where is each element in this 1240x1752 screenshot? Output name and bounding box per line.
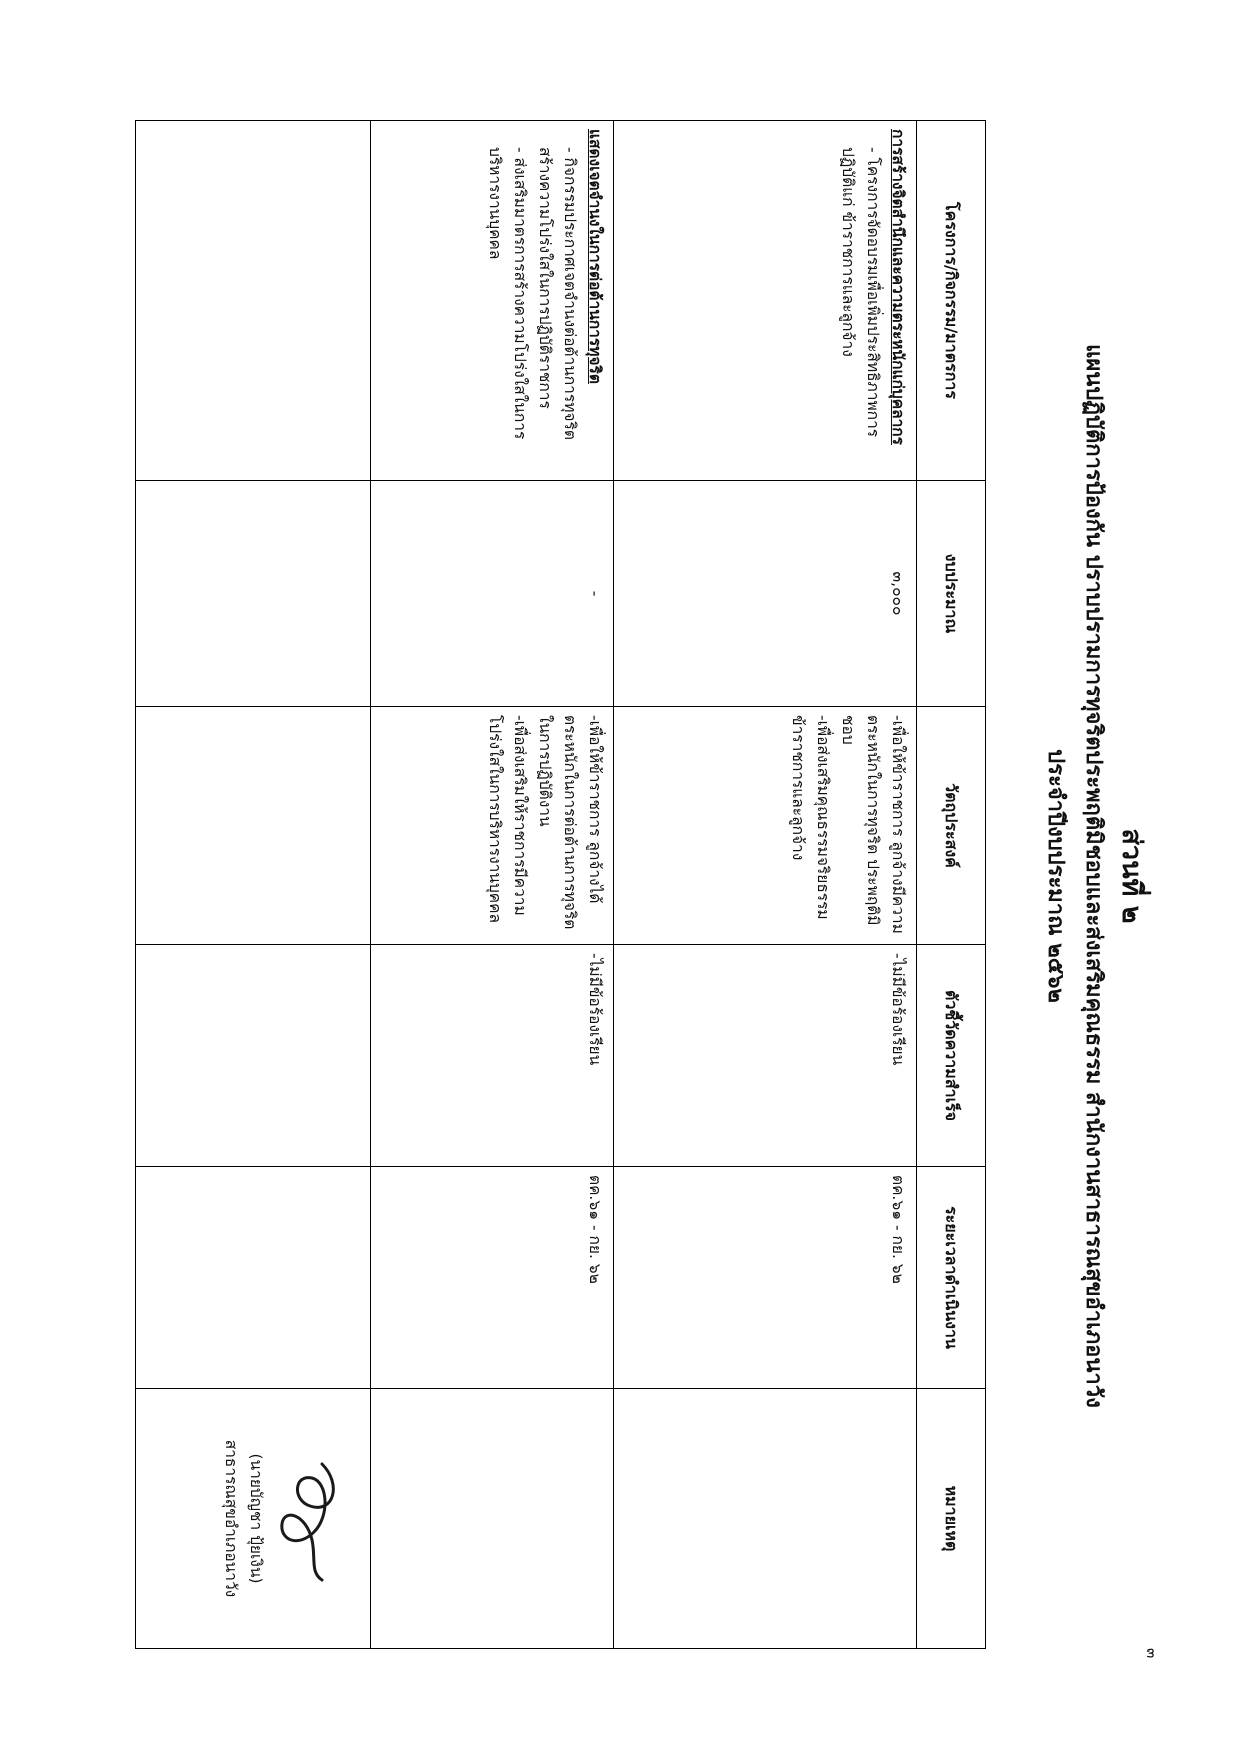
page-number: ๓: [1143, 1648, 1161, 1659]
indicator-cell: [136, 945, 371, 1167]
period-cell: ตค.๖๑ - กย. ๖๒: [614, 1167, 917, 1389]
note-cell: [614, 1389, 917, 1649]
indicator-cell: -ไม่มีข้อร้องเรียน: [371, 945, 614, 1167]
header-budget: งบประมาณ: [917, 481, 986, 707]
table-row: [614, 121, 917, 1649]
header-project: โครงการ/กิจกรรม/มาตรการ: [917, 121, 986, 481]
objective-item: -เพื่อให้ข้าราชการ ลูกจ้างมีความตระหนักในการทุจริต ประพฤติมิชอบ: [838, 715, 907, 934]
objective-cell: [371, 707, 614, 945]
note-cell: [136, 1389, 371, 1649]
signature-scribble: [272, 1444, 352, 1594]
budget-cell: -: [371, 481, 614, 707]
objective-item: -เพื่อให้ข้าราชการ ลูกจ้างได้ตระหนักในการต่อต้านการทุจริตในการปฏิบัติงาน: [535, 715, 604, 930]
action-plan-table: [135, 120, 986, 1649]
table-header-row: [917, 121, 986, 1649]
objective-cell: [614, 707, 917, 945]
project-cell: [371, 121, 614, 481]
project-title: การสร้างจิตสำนึกและความตระหนักแก่บุคลากร: [889, 129, 907, 445]
indicator-cell: -ไม่มีข้อร้องเรียน: [614, 945, 917, 1167]
fiscal-year: ประจำปีงบประมาณ ๒๕๖๒: [1043, 749, 1068, 1003]
project-title: แสดงเจตจำนงในการต่อต้านการทุจริต: [586, 129, 604, 384]
objective-item: -เพื่อส่งเสริมคุณธรรมจริยธรรมข้าราชการและลูกจ้าง: [788, 715, 832, 920]
header-indicator: ตัวชี้วัดความสำเร็จ: [917, 945, 986, 1167]
project-cell: [136, 121, 371, 481]
signer-position: สาธารณสุขอำเภอนาวัง: [221, 1439, 240, 1598]
budget-cell: ๓,๐๐๐: [614, 481, 917, 707]
project-item: - ส่งเสริมมาตรการสร้างความโปร่งใสในการบริหารงานบุคคล: [485, 147, 529, 440]
budget-cell: [136, 481, 371, 707]
project-item: - กิจกรรมประกาศเจตจำนงต่อต้านการทุจริต สร้างความโปร่งใสในการปฏิบัติราชการ: [535, 147, 579, 440]
table-row: [136, 121, 371, 1649]
part-heading: ส่วนที่ ๒: [1116, 828, 1147, 924]
signature-block: [218, 1397, 364, 1640]
table-row: [371, 121, 614, 1649]
project-item: - โครงการจัดอบรมเพื่อเพิ่มประสิทธิภาพการปฏิบัติแก่ ข้าราชการและลูกจ้าง: [838, 147, 882, 438]
note-cell: [371, 1389, 614, 1649]
signer-name: (นายบัญชา ปุ้ยเงิน): [247, 1453, 265, 1584]
period-cell: [136, 1167, 371, 1389]
document-title: แผนปฏิบัติการป้องกัน ปราบปรามการทุจริตประพฤติมิชอบและส่งเสริมคุณธรรม สำนักงานสาธารณสุขอำเภอนาวัง: [1081, 344, 1106, 1408]
objective-cell: [136, 707, 371, 945]
header-objective: วัตถุประสงค์: [917, 707, 986, 945]
objective-item: -เพื่อส่งเสริมให้ราชการมีความโปร่งใสในการบริหารงานบุคคล: [485, 715, 529, 924]
header-period: ระยะเวลาดำเนินงาน: [917, 1167, 986, 1389]
period-cell: ตค.๖๑ - กย. ๖๒: [371, 1167, 614, 1389]
project-cell: [614, 121, 917, 481]
header-note: หมายเหตุ: [917, 1389, 986, 1649]
